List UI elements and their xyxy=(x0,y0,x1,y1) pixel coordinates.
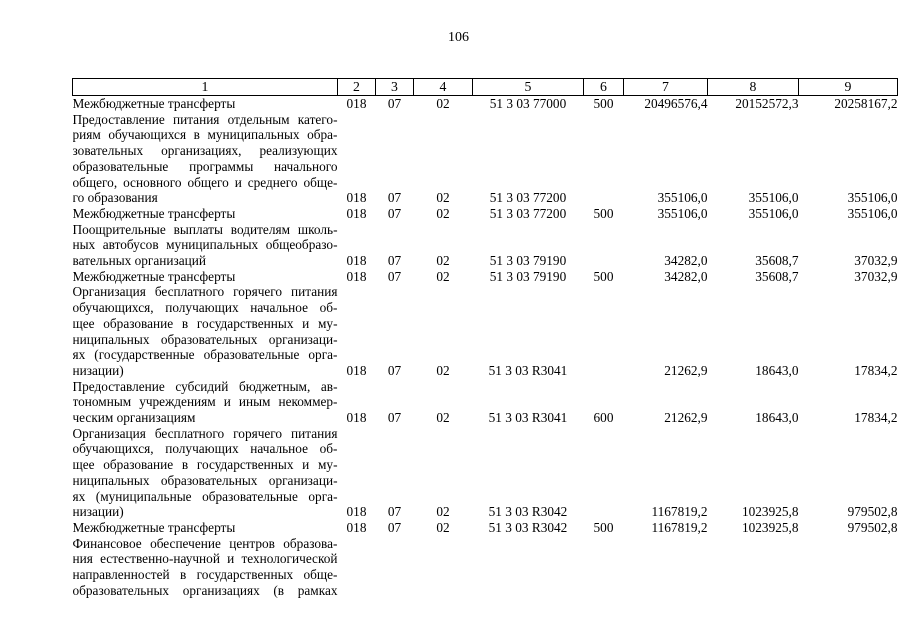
expense-type-code-cell xyxy=(584,536,624,599)
description-line: низации) xyxy=(72,504,124,520)
amount-year1-cell: 355106,0 xyxy=(657,205,708,221)
amount-year2-cell: 18643,0 xyxy=(755,362,799,378)
expense-type-code-cell xyxy=(584,222,624,269)
expense-type-code-cell: 500 xyxy=(593,268,614,284)
amount-year2-cell: 1023925,8 xyxy=(741,504,799,520)
grbs-code-cell: 018 xyxy=(346,519,367,535)
table-row xyxy=(73,206,898,222)
expense-type-code-cell: 500 xyxy=(593,96,614,111)
column-header-6: 6 xyxy=(584,79,624,96)
description-line: вательных организаций xyxy=(72,253,206,269)
section-code-cell: 07 xyxy=(387,253,402,269)
amount-year2-cell xyxy=(708,536,799,599)
amount-year3-cell: 17834,2 xyxy=(854,410,898,426)
description-line: го образования xyxy=(72,190,158,206)
row-description xyxy=(73,269,338,285)
description-line: ях (муниципальные образовательные орга- xyxy=(72,488,338,504)
grbs-code-cell: 018 xyxy=(346,253,367,269)
description-line: Межбюджетные трансферты xyxy=(72,205,236,221)
column-header-1: 1 xyxy=(73,79,338,96)
row-description xyxy=(73,426,338,520)
column-header-4: 4 xyxy=(414,79,473,96)
description-line: Финансовое обеспечение центров образова- xyxy=(72,535,338,551)
subsection-code-cell: 02 xyxy=(436,190,450,206)
column-header-9: 9 xyxy=(799,79,898,96)
description-line: направленностей в государственных обще- xyxy=(72,567,338,583)
amount-year1-cell xyxy=(624,536,708,599)
description-line: щее образование в государственных и му- xyxy=(72,457,338,473)
page-number: 106 xyxy=(448,30,469,45)
table-row xyxy=(73,520,898,536)
description-line: общего, основного общего и среднего обще- xyxy=(72,174,338,190)
amount-year3-cell: 355106,0 xyxy=(847,190,898,206)
target-article-code-cell: 51 3 03 79190 xyxy=(489,268,567,284)
subsection-code-cell: 02 xyxy=(436,410,450,426)
section-code-cell: 07 xyxy=(387,268,402,284)
section-code-cell: 07 xyxy=(387,205,402,221)
subsection-code-cell: 02 xyxy=(436,205,450,221)
expense-type-code-cell: 500 xyxy=(593,205,614,221)
section-code-cell: 07 xyxy=(387,190,402,206)
target-article-code-cell: 51 3 03 R3041 xyxy=(488,410,568,426)
budget-table xyxy=(72,78,898,599)
amount-year1-cell: 34282,0 xyxy=(664,253,708,269)
row-description xyxy=(73,520,338,536)
row-description xyxy=(73,222,338,269)
column-header-3: 3 xyxy=(376,79,414,96)
grbs-code-cell: 018 xyxy=(346,205,367,221)
amount-year3-cell xyxy=(799,536,898,599)
grbs-code-cell: 018 xyxy=(346,190,367,206)
row-description xyxy=(73,206,338,222)
grbs-code-cell xyxy=(338,536,376,599)
amount-year3-cell: 37032,9 xyxy=(854,253,898,269)
table-row xyxy=(73,284,898,378)
table-row xyxy=(73,379,898,426)
grbs-code-cell: 018 xyxy=(346,362,367,378)
description-line: щее образование в государственных и му- xyxy=(72,315,338,331)
amount-year2-cell: 35608,7 xyxy=(755,268,799,284)
row-description xyxy=(73,379,338,426)
description-line: образовательные программы начального xyxy=(72,158,338,174)
description-line: обучающихся, получающих начальное об- xyxy=(72,441,338,457)
section-code-cell: 07 xyxy=(387,410,402,426)
table-row xyxy=(73,96,898,112)
amount-year2-cell: 35608,7 xyxy=(755,253,799,269)
amount-year3-cell: 355106,0 xyxy=(847,205,898,221)
target-article-code-cell: 51 3 03 R3042 xyxy=(488,519,568,535)
table-row xyxy=(73,536,898,599)
amount-year1-cell: 21262,9 xyxy=(664,362,708,378)
subsection-code-cell: 02 xyxy=(436,362,450,378)
amount-year2-cell: 355106,0 xyxy=(748,190,799,206)
description-line: ния естественно-научной и технологической xyxy=(72,551,338,567)
column-header-7: 7 xyxy=(624,79,708,96)
target-article-code-cell: 51 3 03 77200 xyxy=(489,190,567,206)
description-line: ниципальных образовательных организаци- xyxy=(72,472,338,488)
section-code-cell: 07 xyxy=(387,519,402,535)
column-header-2: 2 xyxy=(338,79,376,96)
section-code-cell: 07 xyxy=(387,504,402,520)
amount-year3-cell: 979502,8 xyxy=(847,519,898,535)
description-line: Предоставление субсидий бюджетным, ав- xyxy=(72,378,338,394)
table-row xyxy=(73,269,898,285)
description-line: образовательных организациях (в рамках xyxy=(72,582,338,598)
section-code-cell xyxy=(376,536,414,599)
subsection-code-cell: 02 xyxy=(436,96,450,111)
description-line: Организация бесплатного горячего питания xyxy=(72,284,338,300)
amount-year1-cell: 21262,9 xyxy=(664,410,708,426)
section-code-cell: 07 xyxy=(387,96,402,111)
row-description xyxy=(73,284,338,378)
amount-year1-cell: 34282,0 xyxy=(664,268,708,284)
description-line: Поощрительные выплаты водителям школь- xyxy=(72,221,338,237)
description-line: зовательных организациях, реализующих xyxy=(72,143,338,159)
amount-year3-cell: 17834,2 xyxy=(854,362,898,378)
description-line: ях (государственные образовательные орга- xyxy=(72,347,338,363)
description-line: риям обучающихся в муниципальных обра- xyxy=(72,127,338,143)
table-header-row xyxy=(73,79,898,96)
table-row xyxy=(73,222,898,269)
description-line: ческим организациям xyxy=(72,410,196,426)
amount-year2-cell: 18643,0 xyxy=(755,410,799,426)
column-header-5: 5 xyxy=(473,79,584,96)
description-line: низации) xyxy=(72,362,124,378)
subsection-code-cell: 02 xyxy=(436,519,450,535)
description-line: Межбюджетные трансферты xyxy=(72,519,236,535)
target-article-code-cell: 51 3 03 77000 xyxy=(489,96,567,111)
grbs-code-cell: 018 xyxy=(346,410,367,426)
amount-year2-cell: 1023925,8 xyxy=(741,519,799,535)
row-description xyxy=(73,536,338,599)
description-line: ных автобусов муниципальных общеобразо- xyxy=(72,237,338,253)
amount-year1-cell: 1167819,2 xyxy=(651,519,708,535)
amount-year2-cell: 20152572,3 xyxy=(735,96,799,111)
row-description xyxy=(73,96,338,112)
subsection-code-cell xyxy=(414,536,473,599)
target-article-code-cell: 51 3 03 R3041 xyxy=(488,362,568,378)
amount-year3-cell: 37032,9 xyxy=(854,268,898,284)
description-line: Межбюджетные трансферты xyxy=(72,268,236,284)
expense-type-code-cell xyxy=(584,426,624,520)
row-description xyxy=(73,112,338,206)
description-line: Межбюджетные трансферты xyxy=(72,96,236,111)
description-line: тономным учреждениям и иным некоммер- xyxy=(72,394,338,410)
grbs-code-cell: 018 xyxy=(346,96,367,111)
subsection-code-cell: 02 xyxy=(436,253,450,269)
expense-type-code-cell: 500 xyxy=(593,519,614,535)
target-article-code-cell: 51 3 03 79190 xyxy=(489,253,567,269)
expense-type-code-cell: 600 xyxy=(593,410,614,426)
description-line: обучающихся, получающих начальное об- xyxy=(72,300,338,316)
description-line: Организация бесплатного горячего питания xyxy=(72,425,338,441)
table-row xyxy=(73,426,898,520)
description-line: Предоставление питания отдельным катего- xyxy=(72,111,338,127)
section-code-cell: 07 xyxy=(387,362,402,378)
expense-type-code-cell xyxy=(584,112,624,206)
amount-year3-cell: 979502,8 xyxy=(847,504,898,520)
grbs-code-cell: 018 xyxy=(346,268,367,284)
subsection-code-cell: 02 xyxy=(436,268,450,284)
target-article-code-cell: 51 3 03 R3042 xyxy=(488,504,568,520)
expense-type-code-cell xyxy=(584,284,624,378)
amount-year1-cell: 355106,0 xyxy=(657,190,708,206)
target-article-code-cell xyxy=(473,536,584,599)
target-article-code-cell: 51 3 03 77200 xyxy=(489,205,567,221)
amount-year1-cell: 1167819,2 xyxy=(651,504,708,520)
description-line: ниципальных образовательных организаци- xyxy=(72,331,338,347)
amount-year3-cell: 20258167,2 xyxy=(834,96,898,111)
amount-year1-cell: 20496576,4 xyxy=(644,96,708,111)
amount-year2-cell: 355106,0 xyxy=(748,205,799,221)
grbs-code-cell: 018 xyxy=(346,504,367,520)
subsection-code-cell: 02 xyxy=(436,504,450,520)
column-header-8: 8 xyxy=(708,79,799,96)
table-row xyxy=(73,112,898,206)
